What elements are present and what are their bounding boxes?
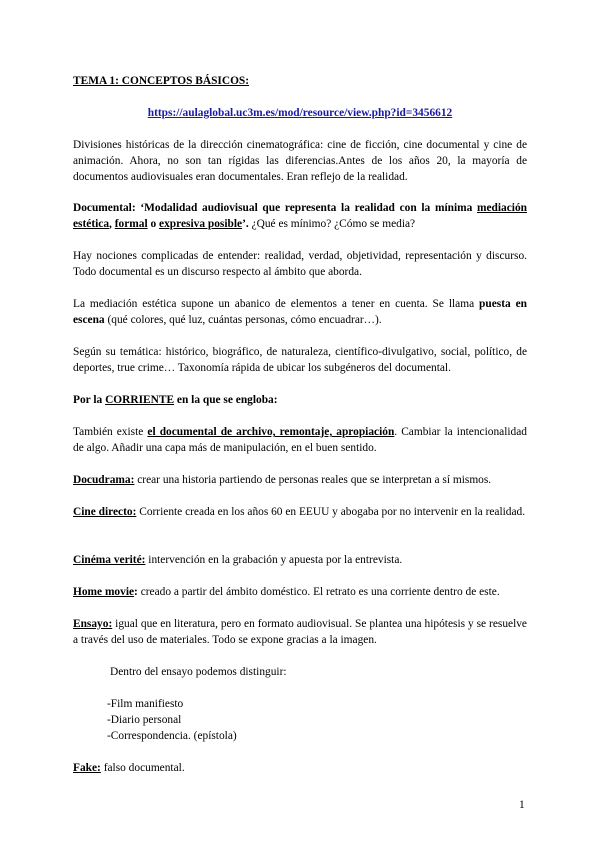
paragraph-tematica: Según su temática: histórico, biográfico, de naturaleza, científico-divulgativo, social, político, de deportes, true crime… Taxonomía rápida de ubicar los subgéneros del documental. (73, 346, 527, 374)
paragraph-documental-definition (73, 200, 527, 232)
fake-text: falso documental. (100, 762, 185, 774)
term-docudrama: Docudrama: (73, 474, 135, 486)
term-fake: Fake: (73, 762, 101, 774)
mediacion-text: La mediación estética supone un abanico de elementos a tener en cuenta. Se llama (73, 298, 480, 310)
docudrama-text: crear una historia partiendo de personas reales que se interpretan a sí mismos. (134, 474, 492, 486)
document-heading: TEMA 1: CONCEPTOS BÁSICOS: (73, 75, 250, 87)
section-corriente (73, 392, 527, 408)
resource-link-line (73, 105, 527, 121)
term-cinema-verite: Cinéma verité: (73, 554, 146, 566)
corriente-suffix: en la que se engloba: (174, 394, 278, 406)
page-number: 1 (519, 799, 525, 811)
archivo-prefix: También existe (73, 426, 148, 438)
term-documental: Documental: (73, 202, 136, 214)
paragraph-divisiones: Divisiones históricas de la dirección cinematográfica: cine de ficción, cine documental y cine de animación. Ahora, no son tan rígidas las diferencias.Antes de los años 20, la mayoría de documentos audiovisuales eran documentales. Eran reflejo de la realidad. (73, 139, 527, 183)
ensayo-intro: Dentro del ensayo podemos distinguir: (110, 666, 287, 678)
paragraph-cinema-verite (73, 552, 527, 568)
archivo-text: . Cambiar la intencionalidad de algo. Añadir una capa más de manipulación, en el buen sentido. (73, 426, 527, 454)
term-puesta-en-escena: puesta en escena (73, 298, 527, 326)
paragraph-mediacion (73, 296, 527, 328)
paragraph-nociones: Hay nociones complicadas de entender: realidad, verdad, objetividad, representación y discurso. Todo documental es un discurso respecto al ámbito que aborda. (73, 250, 527, 278)
paragraph-fake (73, 760, 527, 776)
term-ensayo: Ensayo: (73, 618, 113, 630)
definition-questions: ¿Qué es mínimo? ¿Cómo se media? (248, 218, 416, 230)
home-movie-colon: : (134, 586, 138, 598)
paragraph-archivo (73, 424, 527, 456)
paragraph-docudrama (73, 472, 527, 488)
cinema-verite-text: intervención en la grabación y apuesta por la entrevista. (145, 554, 403, 566)
corriente-underlined: CORRIENTE (105, 394, 175, 406)
corriente-prefix: Por la (73, 394, 106, 406)
paragraph-home-movie (73, 584, 527, 600)
resource-link[interactable]: https://aulaglobal.uc3m.es/mod/resource/view.php?id=3456612 (147, 107, 453, 119)
paragraph-ensayo (73, 616, 527, 648)
definition-sep-1: , (109, 218, 115, 230)
definition-underlined-3: expresiva posible (159, 218, 243, 230)
ensayo-list-item: -Correspondencia. (epístola) (107, 730, 237, 742)
mediacion-examples: (qué colores, qué luz, cuántas personas, cómo encuadrar…). (104, 314, 382, 326)
cine-directo-text: Corriente creada en los años 60 en EEUU y abogaba por no intervenir en la realidad. (136, 506, 526, 518)
definition-underlined-1: mediación estética (73, 202, 527, 230)
definition-sep-2: o (147, 218, 160, 230)
definition-underlined-2: formal (114, 218, 148, 230)
definition-end: ’. (242, 218, 249, 230)
ensayo-text: igual que en literatura, pero en formato audiovisual. Se plantea una hipótesis y se resuelve a través del uso de materiales. Todo se expone gracias a la imagen. (73, 618, 527, 646)
home-movie-text: creado a partir del ámbito doméstico. El retrato es una corriente dentro de este. (137, 586, 500, 598)
ensayo-list-item: -Diario personal (107, 714, 182, 726)
definition-text: ‘Modalidad audiovisual que representa la realidad con la mínima (135, 202, 477, 214)
term-home-movie: Home movie (73, 586, 135, 598)
term-cine-directo: Cine directo: (73, 506, 137, 518)
ensayo-list-item: -Film manifiesto (107, 698, 184, 710)
paragraph-cine-directo (73, 504, 527, 520)
archivo-term: el documental de archivo, remontaje, apropiación (147, 426, 395, 438)
